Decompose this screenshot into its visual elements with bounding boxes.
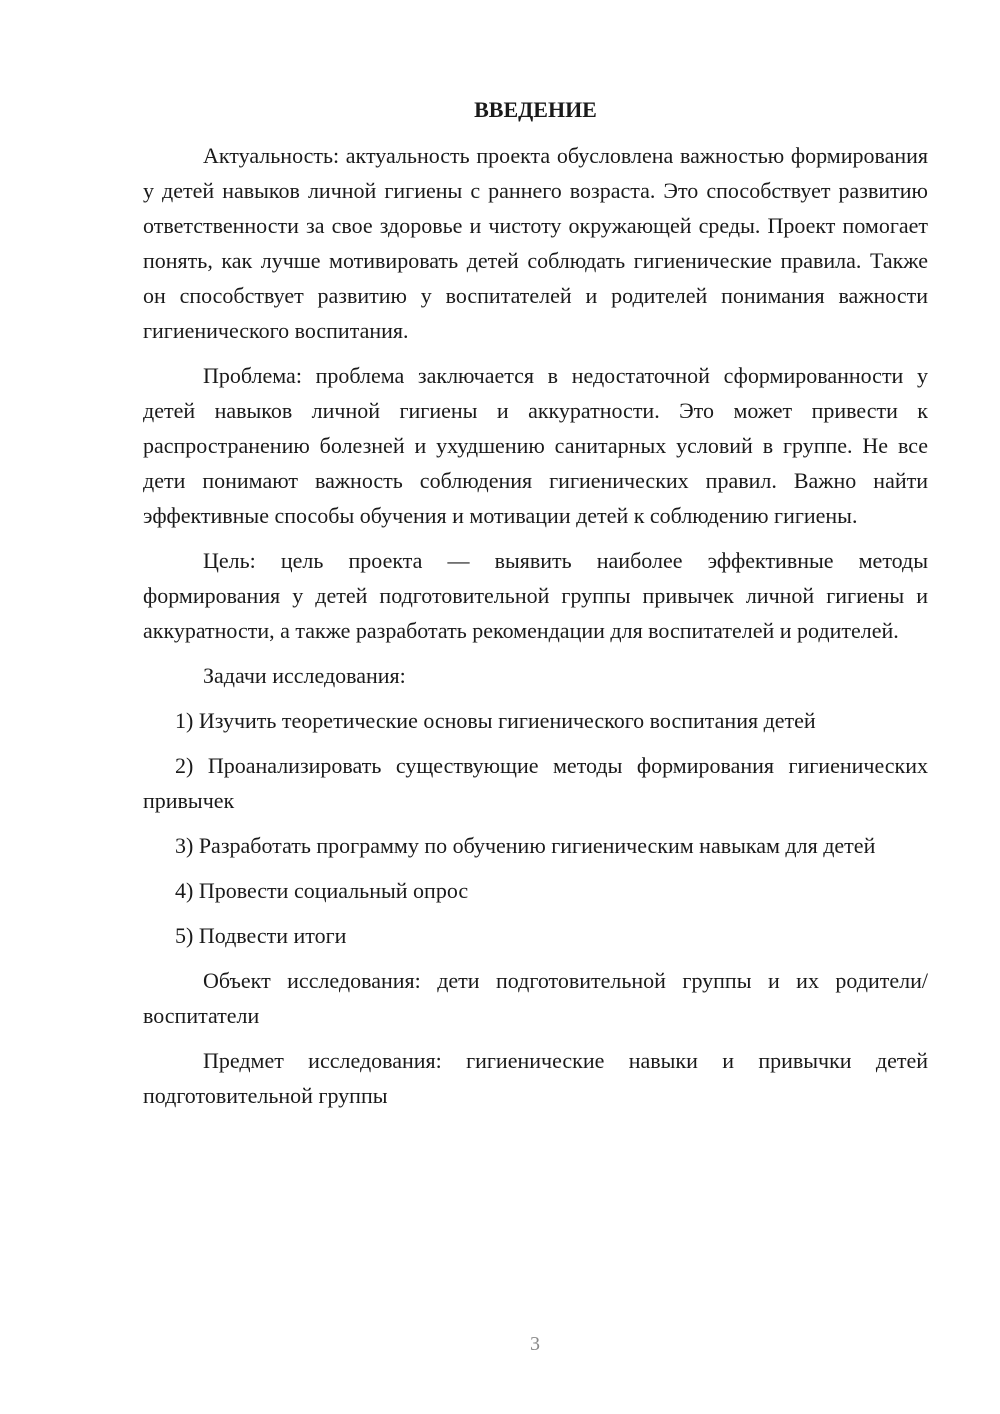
list-item-task-4: 4) Провести социальный опрос	[175, 878, 469, 903]
list-item-task-5: 5) Подвести итоги	[175, 923, 347, 948]
page-number: 3	[530, 1333, 540, 1355]
list-item-task-1: 1) Изучить теоретические основы гигиенического воспитания детей	[175, 708, 816, 733]
paragraph-subject: Предмет исследования: гигиенические навыки и привычки детей подготовительной группы	[143, 1048, 928, 1108]
paragraph-relevance: Актуальность: актуальность проекта обусловлена важностью формирования у детей навыков личной гигиены с раннего возраста. Это способствует развитию ответственности за свое здоровье и чистоту окружающей среды. Проект помогает понять, как лучше мотивировать детей соблюдать гигиенические правила. Также он способствует развитию у воспитателей и родителей понимания важности гигиенического воспитания.	[143, 143, 928, 343]
document-page	[143, 92, 928, 1113]
list-item-task-3: 3) Разработать программу по обучению гигиеническим навыкам для детей	[175, 833, 876, 858]
paragraph-object: Объект исследования: дети подготовительной группы и их родители/воспитатели	[143, 968, 928, 1028]
list-item-task-2: 2) Проанализировать существующие методы формирования гигиенических привычек	[143, 753, 928, 813]
paragraph-tasks-heading: Задачи исследования:	[203, 663, 406, 688]
paragraph-goal: Цель: цель проекта — выявить наиболее эффективные методы формирования у детей подготовительной группы привычек личной гигиены и аккуратности, а также разработать рекомендации для воспитателей и родителей.	[143, 548, 928, 643]
document-title: ВВЕДЕНИЕ	[474, 97, 597, 122]
paragraph-problem: Проблема: проблема заключается в недостаточной сформированности у детей навыков личной гигиены и аккуратности. Это может привести к распространению болезней и ухудшению санитарных условий в группе. Не все дети понимают важность соблюдения гигиенических правил. Важно найти эффективные способы обучения и мотивации детей к соблюдению гигиены.	[143, 363, 928, 528]
